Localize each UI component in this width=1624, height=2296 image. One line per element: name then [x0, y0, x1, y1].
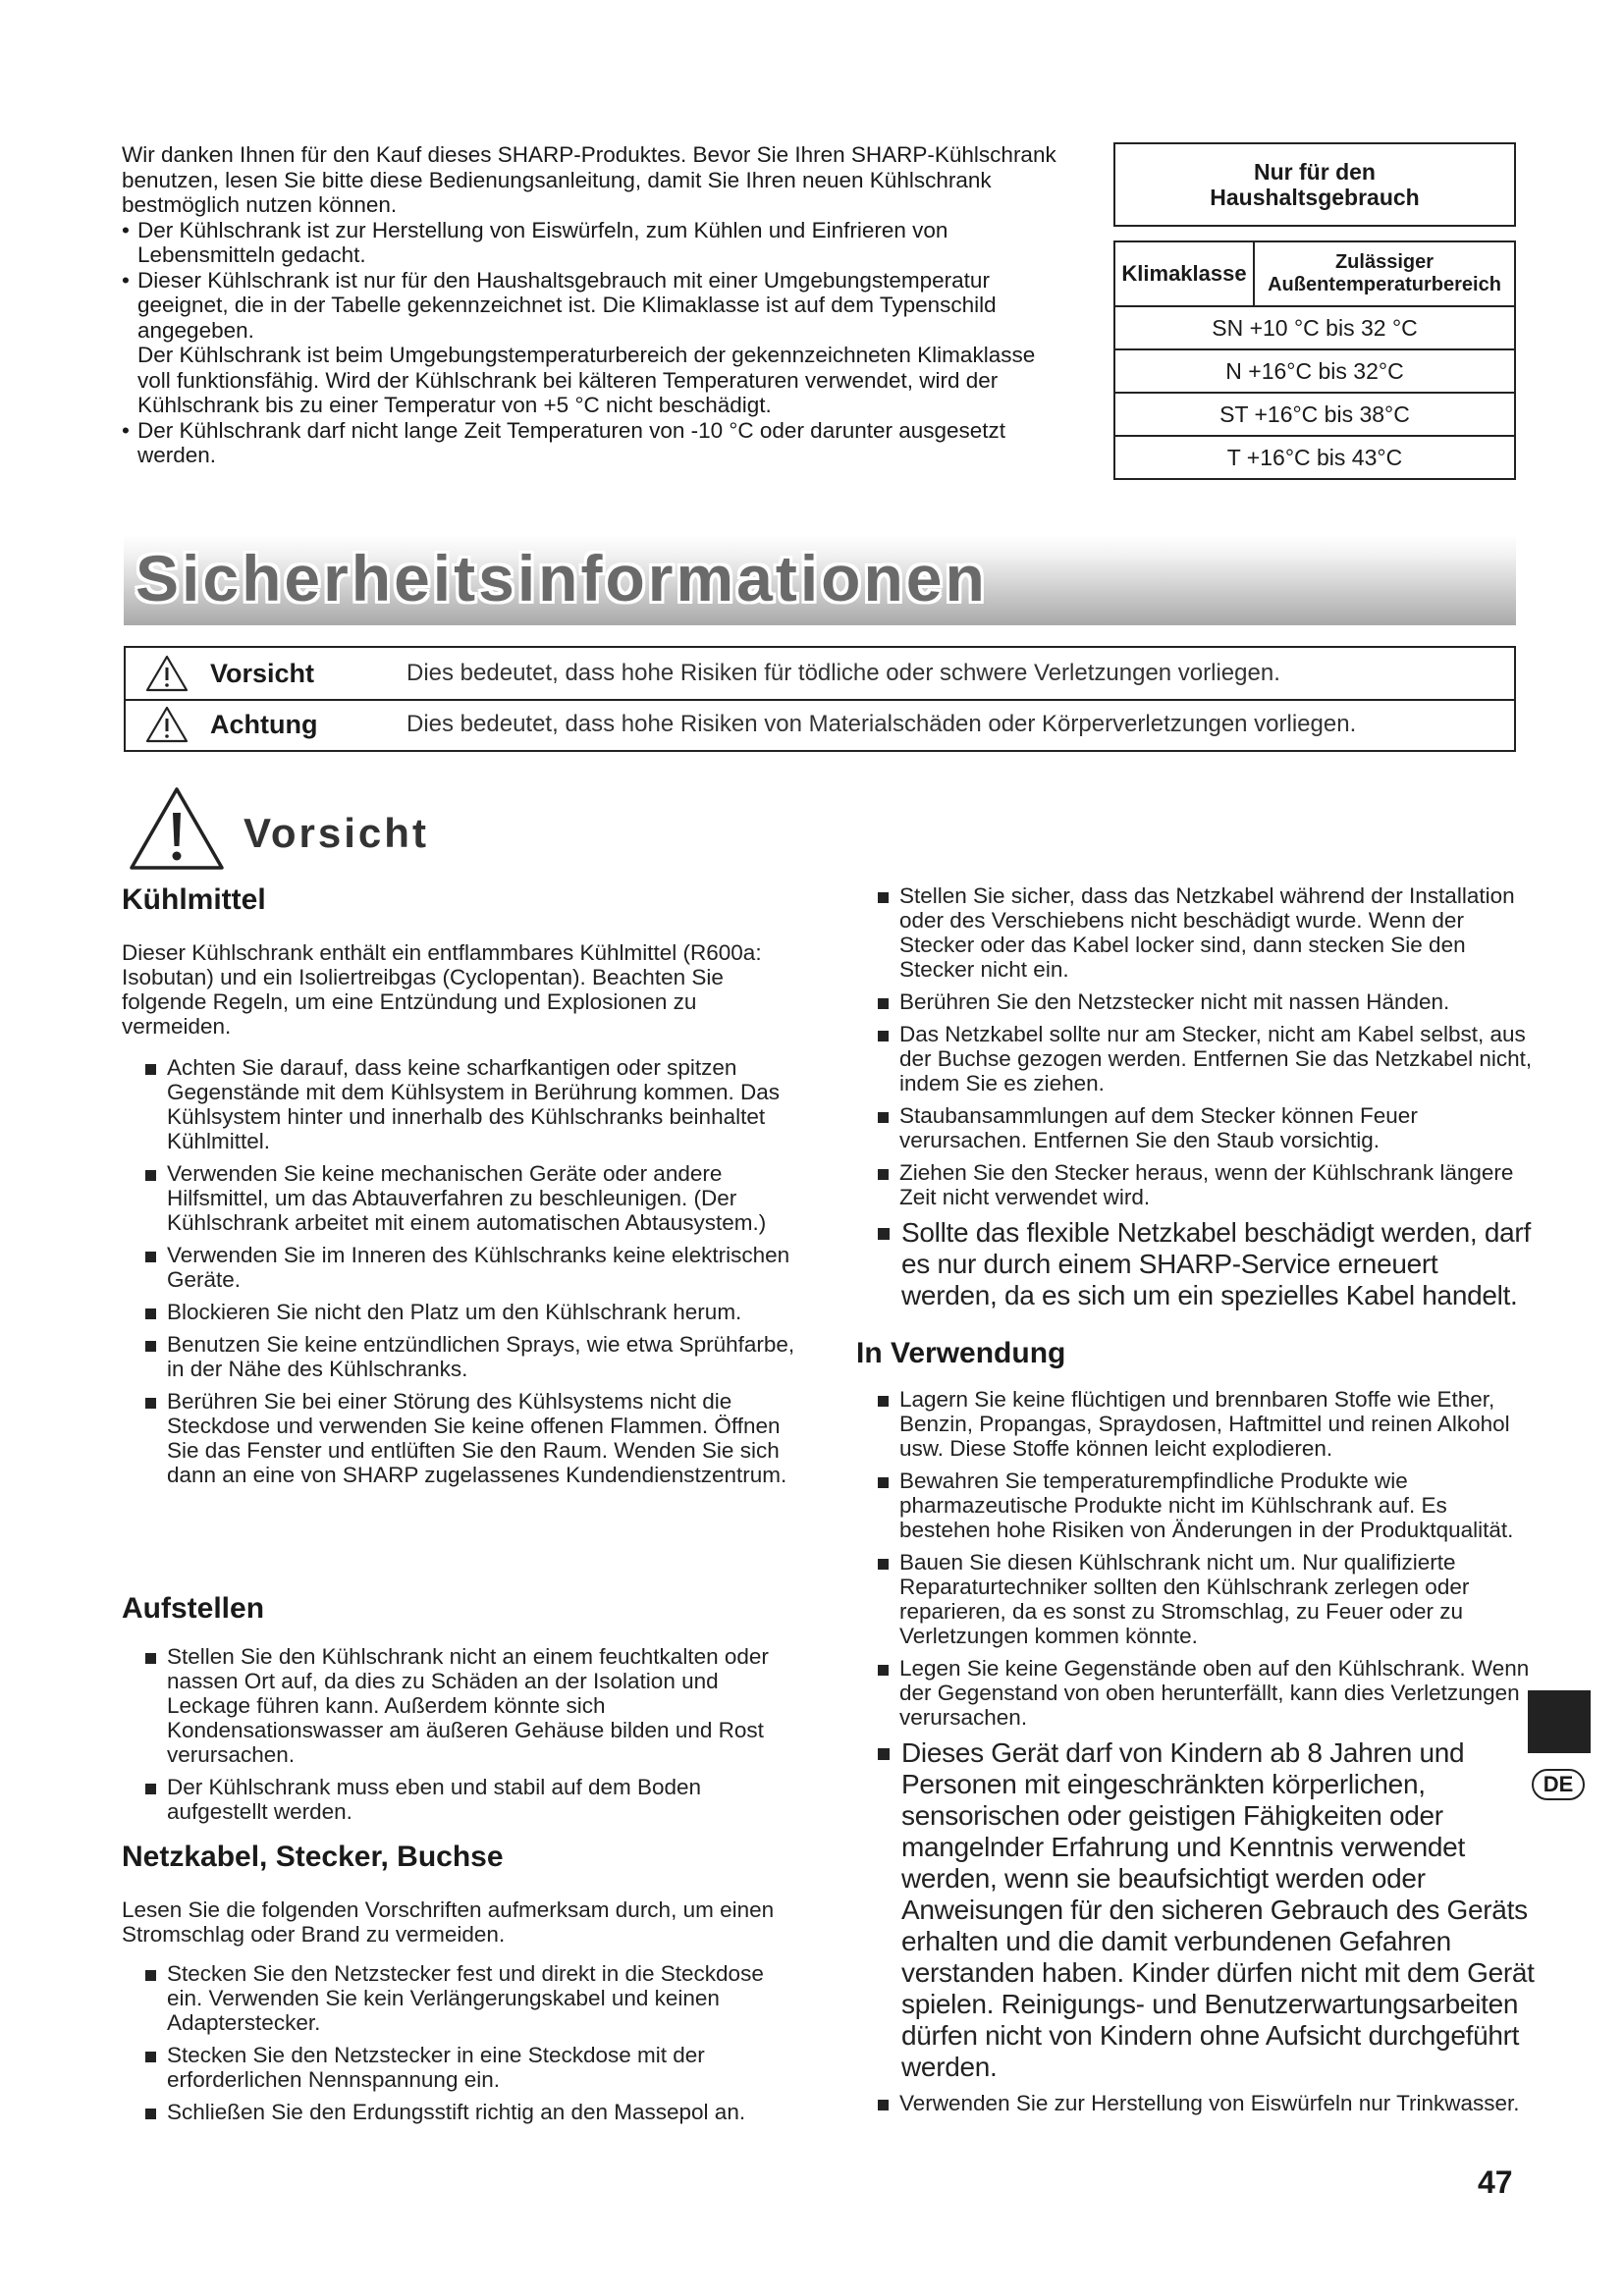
list-item: Verwenden Sie keine mechanischen Geräte oder andere Hilfsmittel, um das Abtauverfahren zu beschleunigen. (Der Kühlschrank arbeitet mit einem automatischen Abtausystem.) [145, 1161, 803, 1235]
intro-bullet: • Der Kühlschrank darf nicht lange Zeit Temperaturen von -10 °C oder darunter ausgesetzt werden. [122, 418, 1074, 468]
table-row [1114, 436, 1515, 479]
list-item: Bauen Sie diesen Kühlschrank nicht um. Nur qualifizierte Reparaturtechniker sollten den Kühlschrank zerlegen oder reparieren, da es sonst zu Stromschlag, zu Feuer oder zu Verletzungen kommen könnte. [878, 1550, 1538, 1648]
warning-heading: Vorsicht [244, 810, 429, 856]
table-cell: ST +16°C bis 38°C [1114, 393, 1515, 436]
kuehlmittel-list [145, 1055, 803, 1487]
table-cell: N +16°C bis 32°C [1114, 349, 1515, 393]
legend-label: Vorsicht [210, 658, 315, 688]
list-item: Stecken Sie den Netzstecker fest und direkt in die Steckdose ein. Verwenden Sie kein Verlängerungskabel und keinen Adapterstecker. [145, 1961, 803, 2035]
list-item: Staubansammlungen auf dem Stecker können Feuer verursachen. Entfernen Sie den Staub vorsichtig. [878, 1103, 1538, 1152]
right-top-list [878, 883, 1538, 1311]
list-item-large: Sollte das flexible Netzkabel beschädigt werden, darf es nur durch einem SHARP-Service erneuert werden, da es sich um ein spezielles Kabel handelt. [878, 1217, 1538, 1311]
heading-netzkabel: Netzkabel, Stecker, Buchse [122, 1841, 504, 1873]
section-banner [124, 535, 1516, 625]
header-range-line-1: Zulässiger [1334, 251, 1435, 273]
kuehlmittel-intro: Dieser Kühlschrank enthält ein entflammbares Kühlmittel (R600a: Isobutan) und ein Isoliertreibgas (Cyclopentan). Beachten Sie folgende Regeln, um eine Entzündung und Explosionen zu vermeiden. [122, 940, 762, 1039]
intro-bullet: • Der Kühlschrank ist zur Herstellung von Eiswürfeln, zum Kühlen und Einfrieren von Lebensmitteln gedacht. [122, 218, 1074, 268]
warning-triangle-icon [145, 706, 189, 743]
list-item: Ziehen Sie den Stecker heraus, wenn der Kühlschrank längere Zeit nicht verwendet wird. [878, 1160, 1538, 1209]
list-item: Das Netzkabel sollte nur am Stecker, nicht am Kabel selbst, aus der Buchse gezogen werden. Entfernen Sie das Netzkabel nicht, indem Sie es ziehen. [878, 1022, 1538, 1095]
list-item: Verwenden Sie im Inneren des Kühlschranks keine elektrischen Geräte. [145, 1243, 803, 1292]
netzkabel-intro: Lesen Sie die folgenden Vorschriften aufmerksam durch, um einen Stromschlag oder Brand zu vermeiden. [122, 1897, 775, 1947]
list-item: Der Kühlschrank muss eben und stabil auf dem Boden aufgestellt werden. [145, 1775, 803, 1824]
netzkabel-list [145, 1961, 803, 2124]
table-row [1114, 349, 1515, 393]
list-item-large: Dieses Gerät darf von Kindern ab 8 Jahren und Personen mit eingeschränkten körperlichen, sensorischen oder geistigen Fähigkeiten oder mangelnder Erfahrung und Kenntnis verwendet werden, wenn sie beaufsichtigt werden oder Anweisungen für den sicheren Gebrauch des Geräts erhalten und die damit verbundenen Gefahren verstanden haben. Kinder dürfen nicht mit dem Gerät spielen. Reinigungs- und Benutzerwartungsarbeiten dürfen nicht von Kindern ohne Aufsicht durchgeführt werden. [878, 1737, 1538, 2083]
list-item: Legen Sie keine Gegenstände oben auf den Kühlschrank. Wenn der Gegenstand von oben herunterfällt, kann dies Verletzungen verursachen. [878, 1656, 1538, 1730]
intro-bullet-continued: Der Kühlschrank ist beim Umgebungstemperaturbereich der gekennzeichneten Klimaklasse voll funktionsfähig. Wird der Kühlschrank bei kälteren Temperaturen verwendet, wird der Kühlschrank bis zu einer Temperatur von +5 °C nicht beschädigt. [137, 343, 1036, 417]
warning-triangle-icon [128, 785, 226, 872]
section-title: Sicherheitsinformationen [135, 542, 988, 614]
header-climate-class: Klimaklasse [1114, 241, 1254, 306]
list-item: Berühren Sie bei einer Störung des Kühlsystems nicht die Steckdose und verwenden Sie keine offenen Flammen. Öffnen Sie das Fenster und entlüften Sie den Raum. Wenden Sie sich dann an eine von SHARP zugelassenes Kundendienstzentrum. [145, 1389, 803, 1487]
header-temperature-range [1254, 241, 1515, 306]
list-item: Achten Sie darauf, dass keine scharfkantigen oder spitzen Gegenstände mit dem Kühlsystem in Berührung kommen. Das Kühlsystem hinter und innerhalb des Kühlschranks beinhaltet Kühlmittel. [145, 1055, 803, 1153]
intro-paragraph: Wir danken Ihnen für den Kauf dieses SHARP-Produktes. Bevor Sie Ihren SHARP-Kühlschrank benutzen, lesen Sie bitte diese Bedienungsanleitung, damit Sie Ihren neuen Kühlschrank bestmöglich nutzen können. [122, 142, 1056, 217]
heading-kuehlmittel: Kühlmittel [122, 883, 266, 916]
heading-aufstellen: Aufstellen [122, 1592, 265, 1625]
list-item: Bewahren Sie temperaturempfindliche Produkte wie pharmazeutische Produkte nicht im Kühlschrank auf. Es bestehen hohe Risiken von Änderungen in der Produktqualität. [878, 1468, 1538, 1542]
list-item: Schließen Sie den Erdungsstift richtig an den Massepol an. [145, 2100, 803, 2124]
header-range-line-2: Außentemperaturbereich [1268, 274, 1501, 295]
legend-label: Achtung [210, 709, 318, 739]
list-item: Stellen Sie sicher, dass das Netzkabel während der Installation oder des Verschiebens nicht beschädigt wurde. Wenn der Stecker oder das Kabel locker sind, dann stecken Sie den Stecker nicht ein. [878, 883, 1538, 982]
list-item: Lagern Sie keine flüchtigen und brennbaren Stoffe wie Ether, Benzin, Propangas, Spraydosen, Haftmittel und reinen Alkohol usw. Diese Stoffe können leicht explodieren. [878, 1387, 1538, 1461]
household-line-2: Haushaltsgebrauch [1210, 185, 1420, 210]
table-cell: SN +10 °C bis 32 °C [1114, 306, 1515, 349]
verwendung-list [878, 1387, 1538, 2115]
section-tab-marker [1528, 1690, 1591, 1753]
list-item: Berühren Sie den Netzstecker nicht mit nassen Händen. [878, 989, 1538, 1014]
climate-class-table [1113, 240, 1516, 480]
table-row [1114, 306, 1515, 349]
legend-row-achtung [126, 699, 1514, 750]
table-header-row [1114, 241, 1515, 306]
list-item: Blockieren Sie nicht den Platz um den Kühlschrank herum. [145, 1300, 803, 1324]
list-item: Stecken Sie den Netzstecker in eine Steckdose mit der erforderlichen Nennspannung ein. [145, 2043, 803, 2092]
page-number: 47 [1478, 2164, 1513, 2200]
household-use-box [1113, 142, 1516, 227]
intro-bullet: • Dieser Kühlschrank ist nur für den Haushaltsgebrauch mit einer Umgebungstemperatur geeignet, die in der Tabelle gekennzeichnet ist. Die Klimaklasse ist auf dem Typenschild angegeben. [122, 268, 1074, 344]
intro-text [122, 142, 1074, 468]
table-cell: T +16°C bis 43°C [1114, 436, 1515, 479]
legend-description: Dies bedeutet, dass hohe Risiken von Materialschäden oder Körperverletzungen vorliegen. [406, 711, 1357, 737]
list-item: Benutzen Sie keine entzündlichen Sprays, wie etwa Sprühfarbe, in der Nähe des Kühlschranks. [145, 1332, 803, 1381]
list-item: Stellen Sie den Kühlschrank nicht an einem feuchtkalten oder nassen Ort auf, da dies zu Schäden an der Isolation und Leckage führen kann. Außerdem könnte sich Kondensationswasser am äußeren Gehäuse bilden und Rost verursachen. [145, 1644, 803, 1767]
heading-in-verwendung: In Verwendung [856, 1337, 1066, 1369]
aufstellen-list [145, 1644, 803, 1824]
legend-row-vorsicht [126, 648, 1514, 701]
hazard-legend [124, 646, 1516, 752]
language-badge: DE [1532, 1769, 1585, 1800]
warning-triangle-icon [145, 655, 189, 692]
list-item: Verwenden Sie zur Herstellung von Eiswürfeln nur Trinkwasser. [878, 2091, 1538, 2115]
table-row [1114, 393, 1515, 436]
legend-description: Dies bedeutet, dass hohe Risiken für tödliche oder schwere Verletzungen vorliegen. [406, 660, 1280, 686]
household-line-1: Nur für den [1254, 159, 1376, 185]
